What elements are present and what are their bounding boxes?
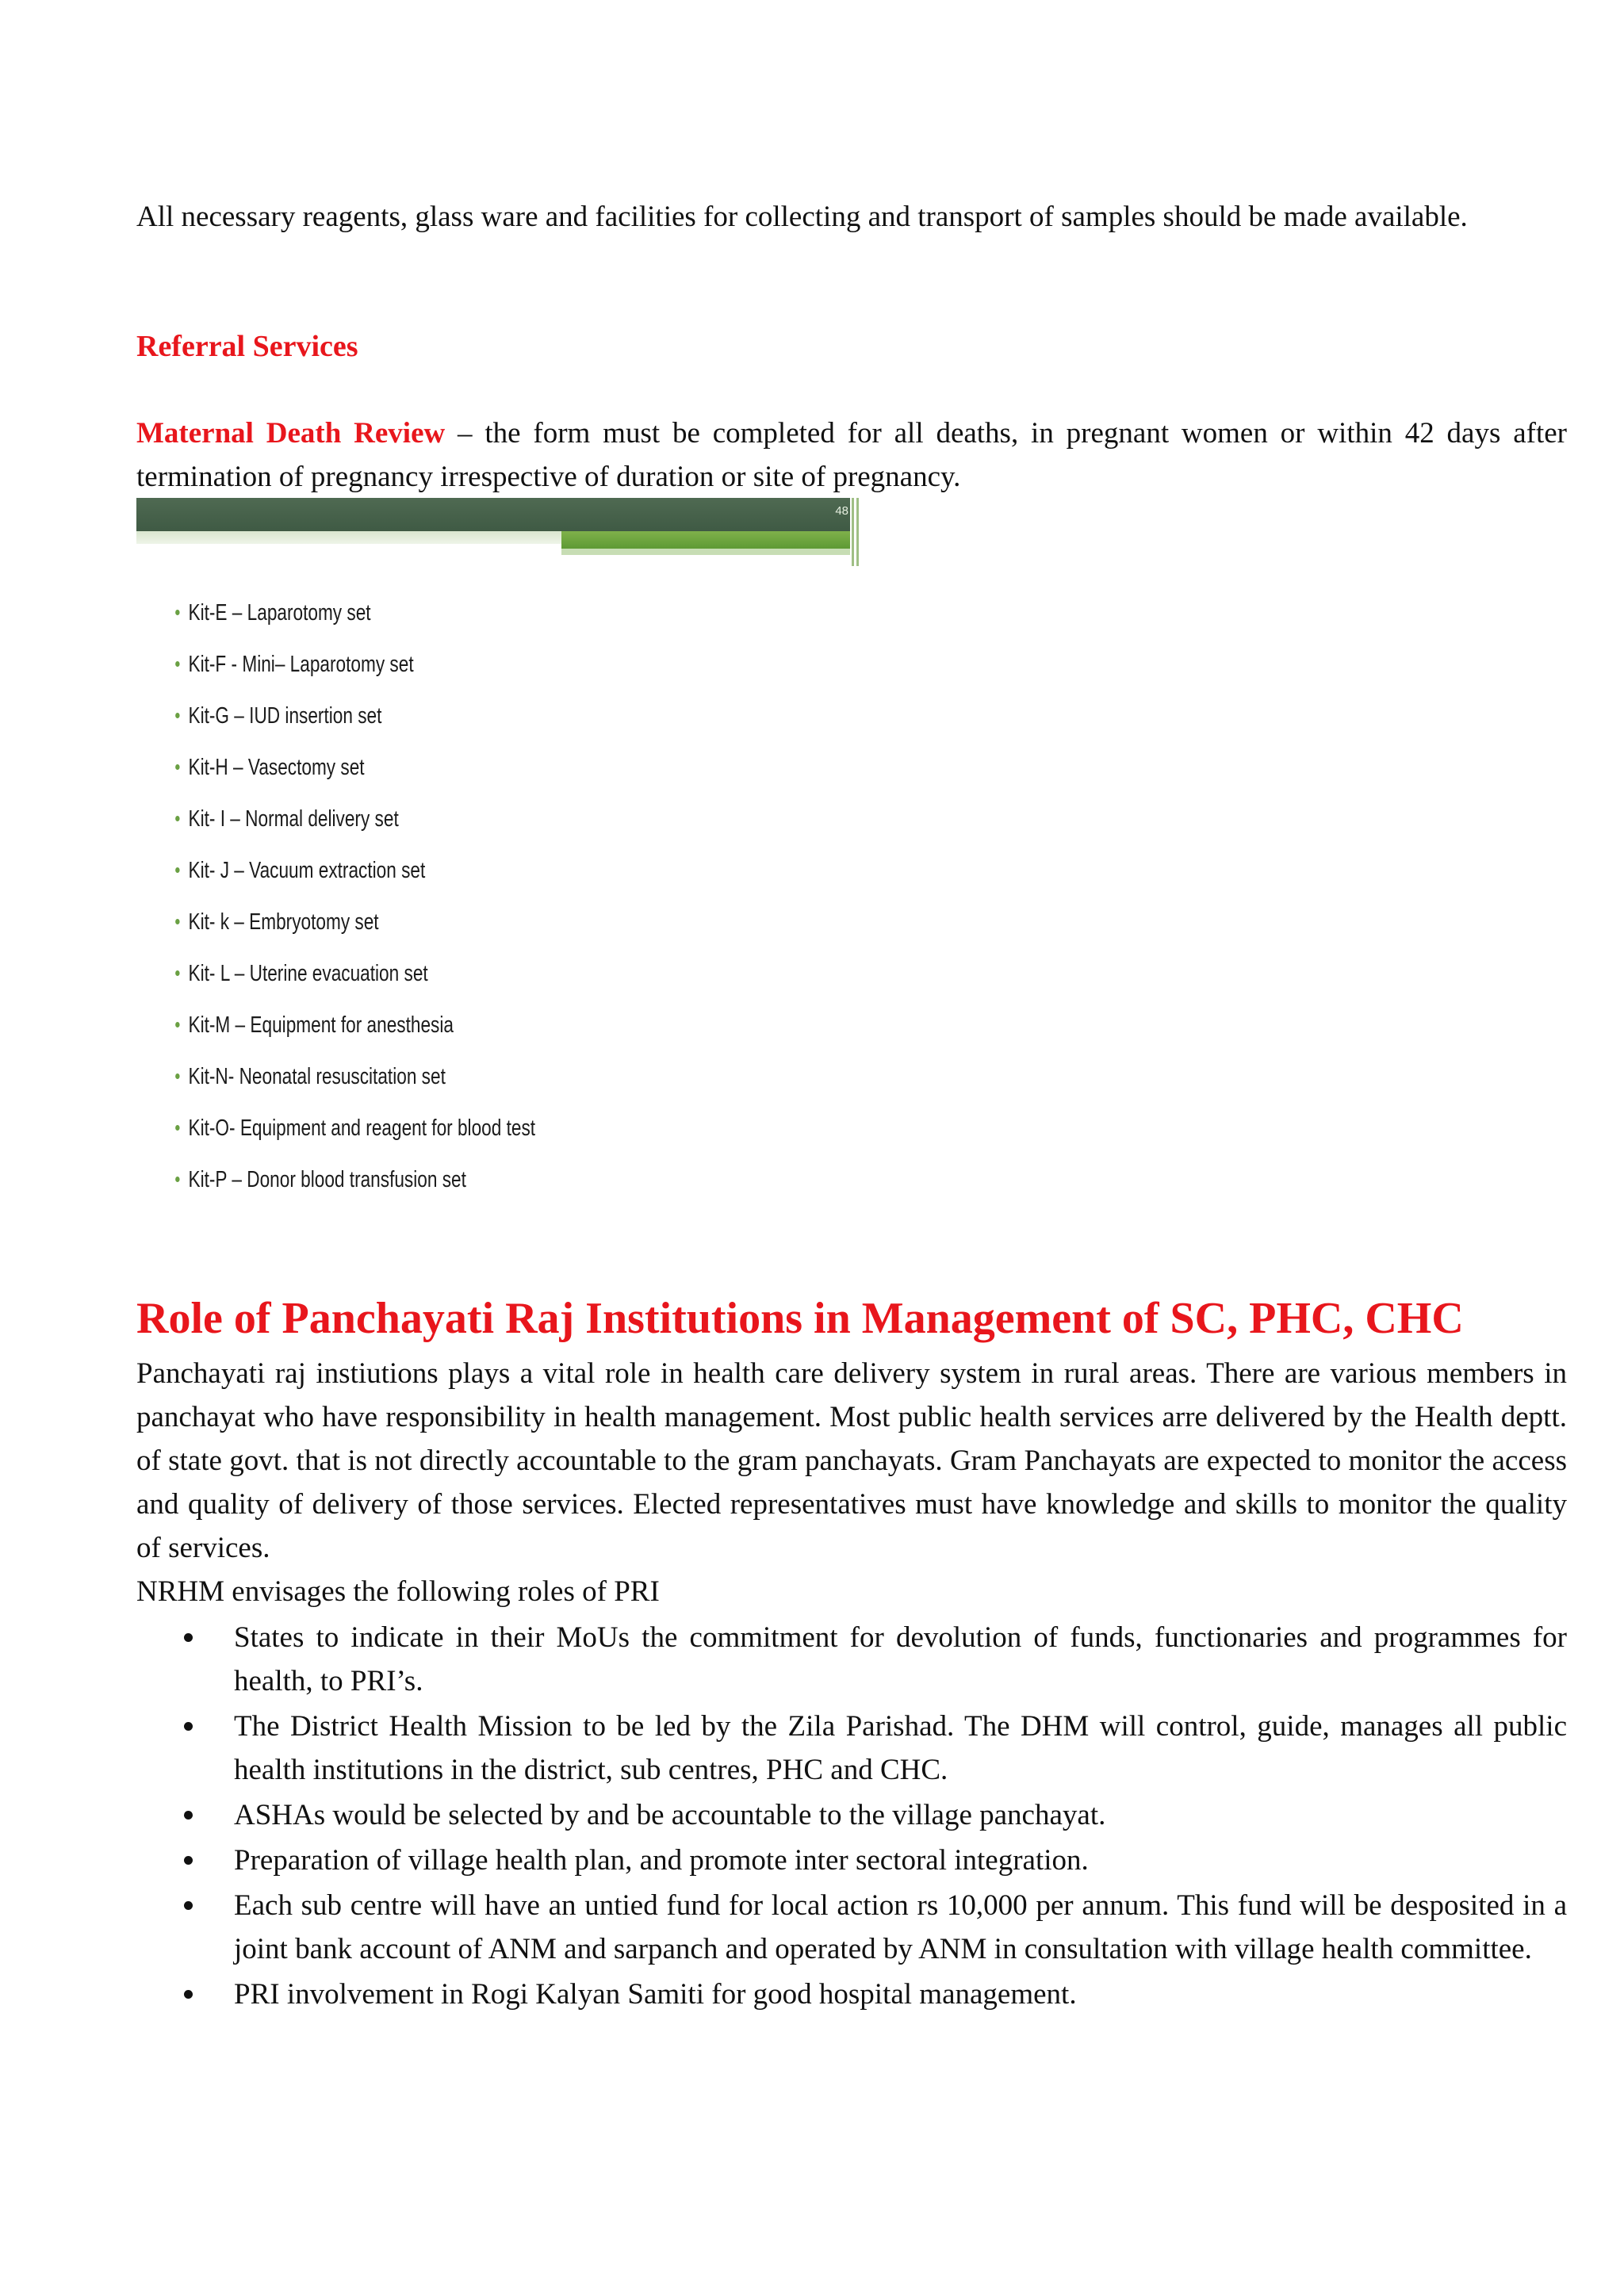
pri-role-item bbox=[136, 1616, 1567, 1703]
slide-edge-stripe bbox=[852, 498, 854, 566]
kit-list-item bbox=[173, 638, 535, 690]
slide-header-underline bbox=[136, 531, 561, 544]
pri-role-text: States to indicate in their MoUs the commitment for devolution of funds, functionaries and programmes for health, to PRI’s. bbox=[234, 1621, 1567, 1697]
bullet-icon bbox=[184, 1856, 193, 1865]
bullet-icon bbox=[175, 1125, 179, 1131]
bullet-icon bbox=[175, 867, 179, 873]
bullet-icon bbox=[175, 919, 179, 924]
pri-paragraph: Panchayati raj instiutions plays a vital role in health care delivery system in rural areas. There are various members in panchayat who have responsibility in health management. Most public health services arre delivered by the Health deptt. of state govt. that is not directly accountable to the gram panchayats. Gram Panchayats are expected to monitor the access and quality of delivery of those services. Elected representatives must have knowledge and skills to monitor the quality of services. bbox=[136, 1357, 1567, 1564]
bullet-icon bbox=[175, 764, 179, 770]
bullet-icon bbox=[175, 970, 179, 976]
nrhm-intro: NRHM envisages the following roles of PRI bbox=[136, 1575, 660, 1608]
pri-role-item bbox=[136, 1839, 1567, 1882]
pri-roles-list bbox=[136, 1616, 1567, 2018]
kit-list-item-label: Kit-F - Mini– Laparotomy set bbox=[188, 651, 414, 677]
pri-role-text: The District Health Mission to be led by the Zila Parishad. The DHM will control, guide, manages all public health institutions in the district, sub centres, PHC and CHC. bbox=[234, 1710, 1567, 1786]
kit-list-item bbox=[173, 844, 535, 896]
referral-services-heading: Referral Services bbox=[136, 330, 358, 363]
bullet-icon bbox=[184, 1901, 193, 1910]
kit-list-item bbox=[173, 793, 535, 844]
bullet-icon bbox=[175, 1022, 179, 1027]
pri-role-item bbox=[136, 1793, 1567, 1837]
maternal-death-review-label: Maternal Death Review bbox=[136, 417, 446, 450]
bullet-icon bbox=[175, 661, 179, 667]
kit-list-item bbox=[173, 1050, 535, 1102]
slide-green-bar bbox=[561, 531, 850, 549]
slide-page-number: 48 bbox=[835, 504, 848, 518]
reagents-paragraph: All necessary reagents, glass ware and facilities for collecting and transport of samples should be made available. bbox=[136, 201, 1468, 233]
bullet-icon bbox=[175, 610, 179, 615]
bullet-icon bbox=[175, 816, 179, 821]
kit-list-item-label: Kit-M – Equipment for anesthesia bbox=[188, 1012, 454, 1038]
pri-role-text: PRI involvement in Rogi Kalyan Samiti for good hospital management. bbox=[234, 1978, 1077, 2011]
bullet-icon bbox=[184, 1990, 193, 1999]
pri-role-item bbox=[136, 1973, 1567, 2016]
slide-green-stripe bbox=[561, 549, 850, 555]
maternal-death-review-text: – the form must be completed for all deaths, in pregnant women or within 42 days after termination of pregnancy irrespective of duration or site of pregnancy. bbox=[136, 417, 1567, 493]
slide-header-bar bbox=[136, 498, 850, 531]
kit-list-item-label: Kit- J – Vacuum extraction set bbox=[188, 857, 426, 883]
slide-edge-stripe bbox=[856, 498, 859, 566]
bullet-icon bbox=[184, 1811, 193, 1820]
pri-role-item bbox=[136, 1884, 1567, 1971]
kit-list-item-label: Kit- L – Uterine evacuation set bbox=[188, 960, 428, 986]
kit-list-item-label: Kit- k – Embryotomy set bbox=[188, 909, 379, 935]
bullet-icon bbox=[175, 713, 179, 718]
pri-role-text: Preparation of village health plan, and promote inter sectoral integration. bbox=[234, 1844, 1089, 1877]
kit-list-item-label: Kit-H – Vasectomy set bbox=[188, 754, 365, 780]
kit-list-item bbox=[173, 1154, 535, 1205]
kit-list-item-label: Kit-O- Equipment and reagent for blood test bbox=[188, 1115, 536, 1141]
pri-role-text: ASHAs would be selected by and be accountable to the village panchayat. bbox=[234, 1799, 1106, 1831]
pri-role-item bbox=[136, 1705, 1567, 1792]
pri-heading: Role of Panchayati Raj Institutions in Management of SC, PHC, CHC bbox=[136, 1294, 1464, 1343]
kit-list bbox=[173, 587, 638, 1205]
bullet-icon bbox=[184, 1633, 193, 1642]
kit-list-item bbox=[173, 741, 535, 793]
kit-list-item bbox=[173, 690, 535, 741]
kit-list-item bbox=[173, 947, 535, 999]
maternal-death-review-paragraph bbox=[136, 411, 1567, 499]
bullet-icon bbox=[184, 1722, 193, 1731]
bullet-icon bbox=[175, 1073, 179, 1079]
kit-list-item bbox=[173, 896, 535, 947]
kit-list-item-label: Kit-N- Neonatal resuscitation set bbox=[188, 1063, 446, 1089]
kit-list-item bbox=[173, 587, 535, 638]
kit-list-item-label: Kit- I – Normal delivery set bbox=[188, 806, 399, 832]
kit-list-item-label: Kit-G – IUD insertion set bbox=[188, 702, 382, 729]
kit-list-item-label: Kit-E – Laparotomy set bbox=[188, 599, 371, 626]
pri-role-text: Each sub centre will have an untied fund for local action rs 10,000 per annum. This fund will be desposited in a joint bank account of ANM and sarpanch and operated by ANM in consultation with village health committee. bbox=[234, 1889, 1567, 1965]
kit-list-item bbox=[173, 1102, 535, 1154]
kit-list-slide-image bbox=[136, 498, 858, 1211]
kit-list-item bbox=[173, 999, 535, 1050]
bullet-icon bbox=[175, 1177, 179, 1182]
kit-list-item-label: Kit-P – Donor blood transfusion set bbox=[188, 1166, 466, 1192]
